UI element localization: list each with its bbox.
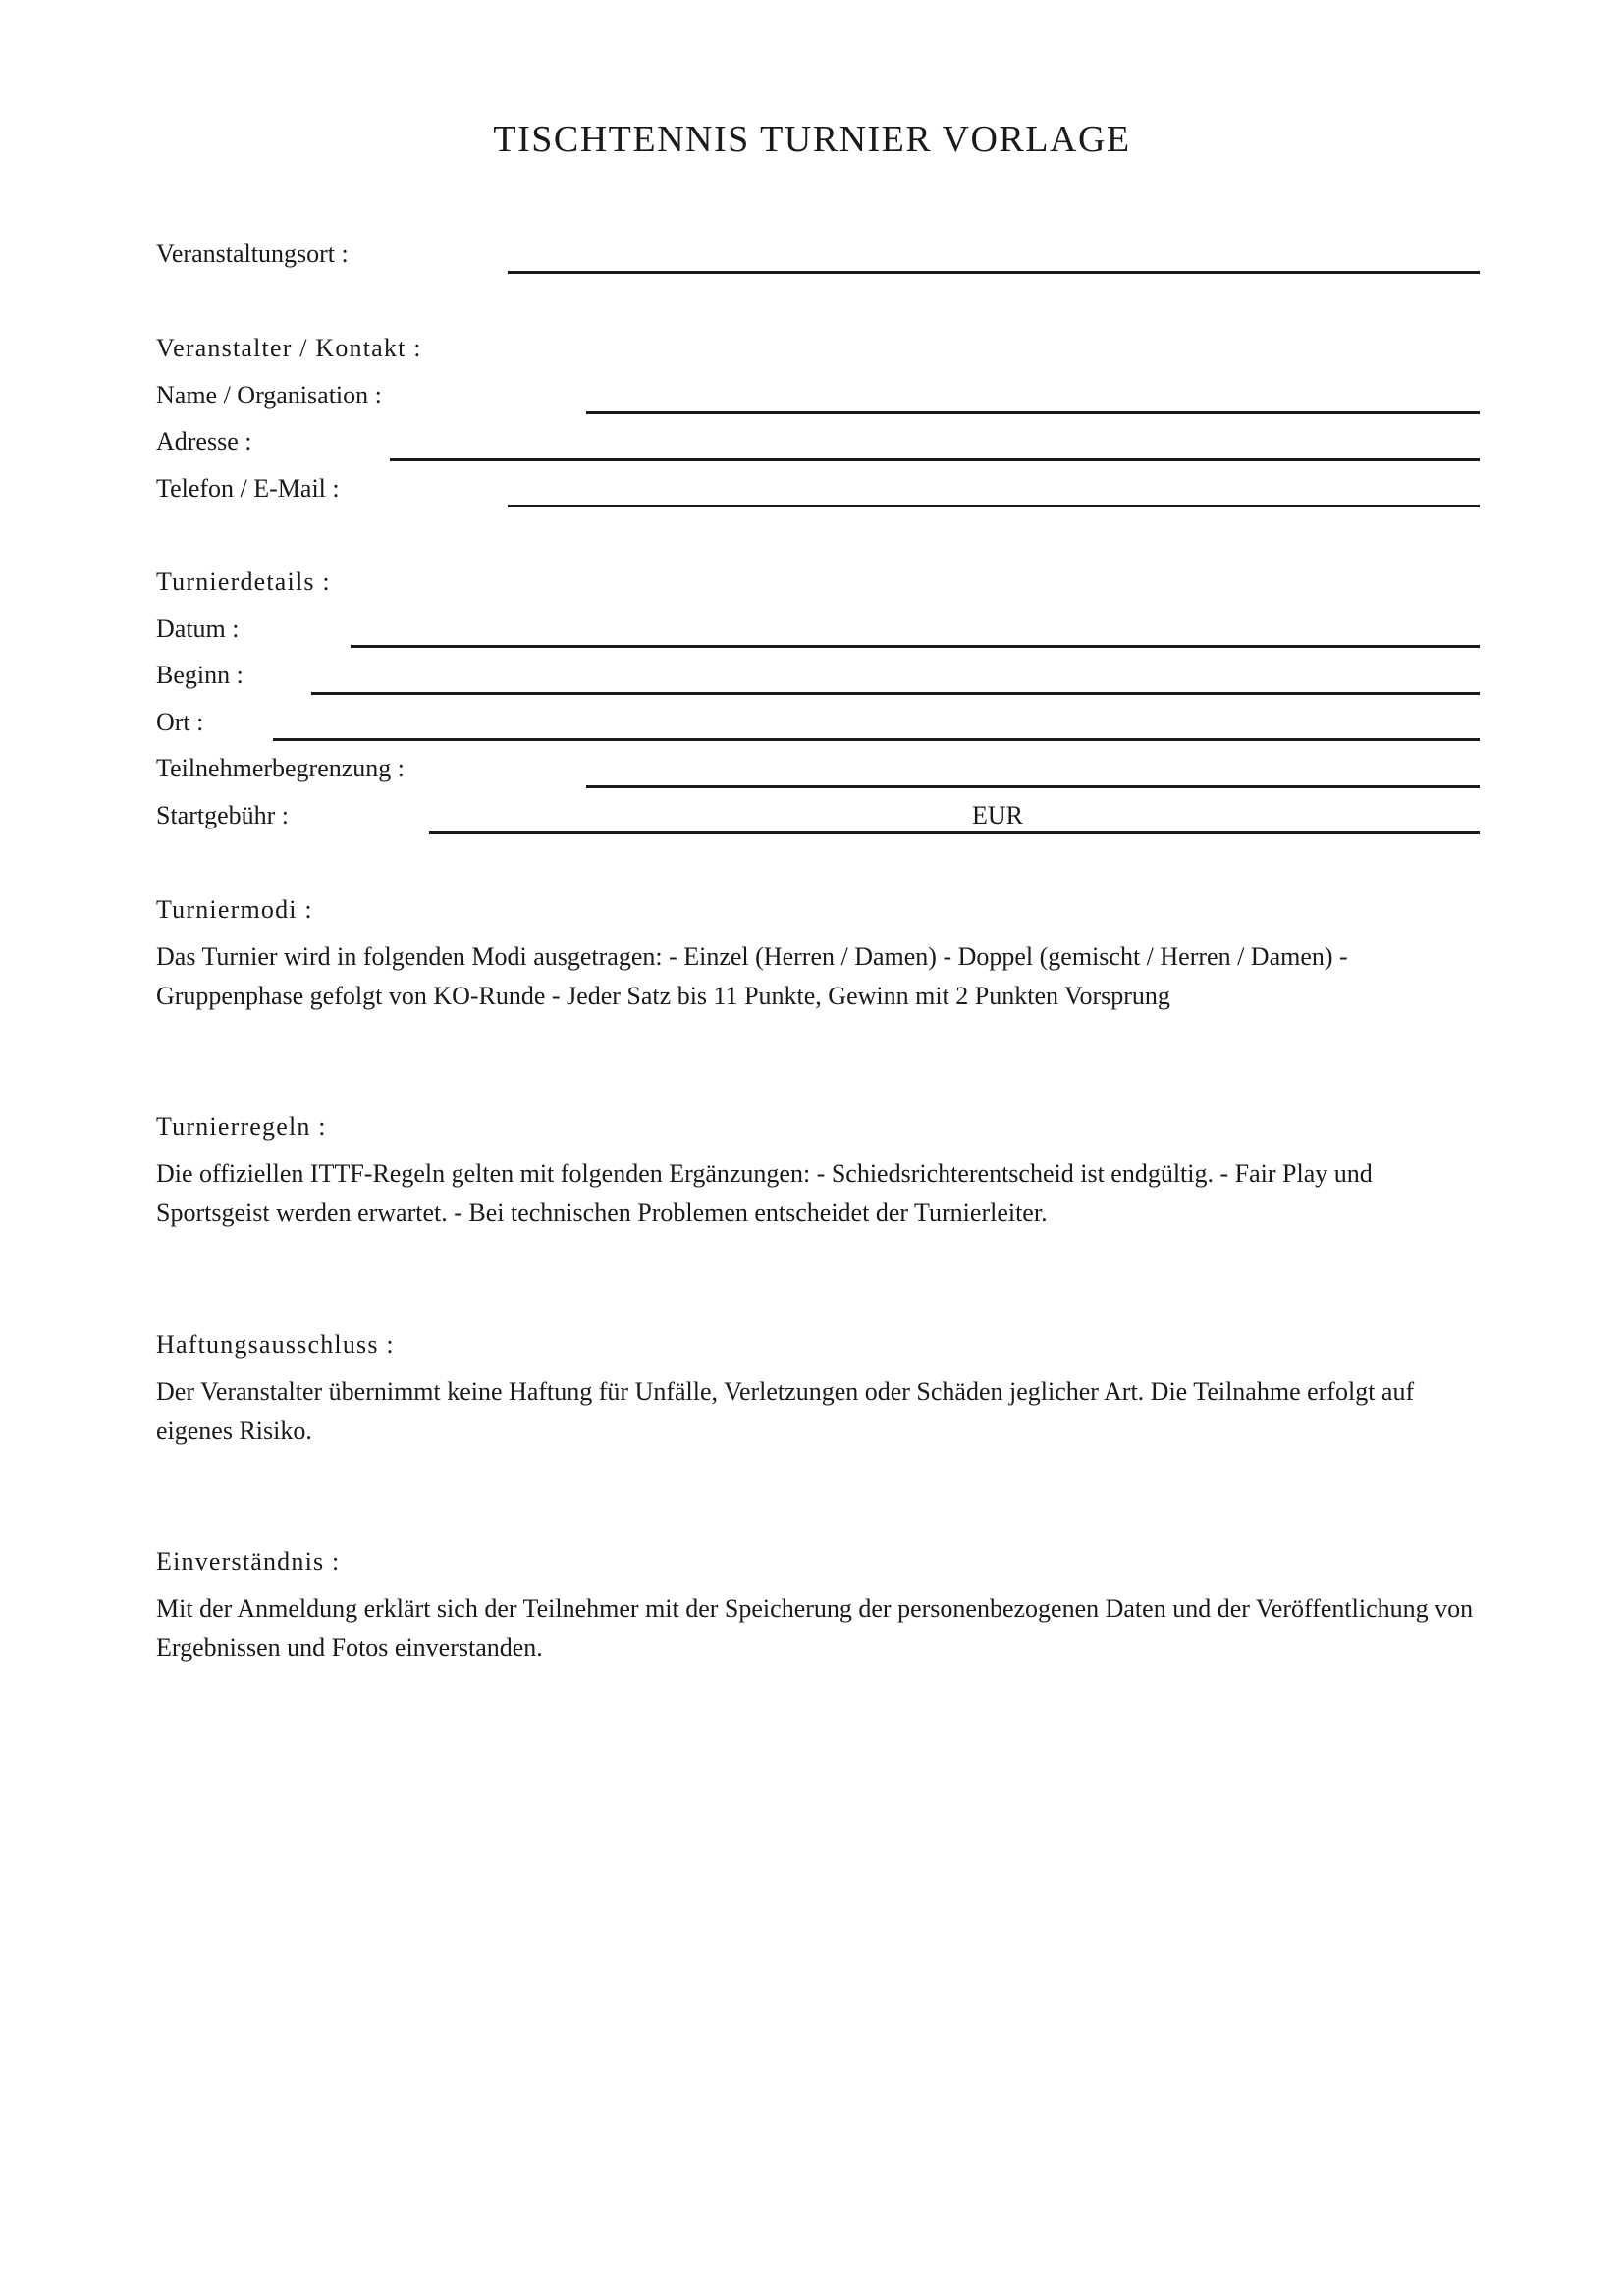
details-heading: Turnierdetails : [156,567,331,596]
name-input-line[interactable] [586,411,1480,414]
limit-label: Teilnehmerbegrenzung : [156,754,406,782]
rules-text: Die offiziellen ITTF-Regeln gelten mit folgenden Ergänzungen: - Schiedsrichterentscheid ist endgültig. - Fair Play und Sportsgeist werden erwartet. - Bei technischen Problemen entscheidet der Turnierleiter. [156,1159,1373,1227]
consent-heading: Einverständnis : [156,1547,341,1575]
place-label: Ort : [156,708,204,736]
limit-input-line[interactable] [586,785,1480,788]
page-title: TISCHTENNIS TURNIER VORLAGE [493,119,1131,160]
fee-label: Startgebühr : [156,801,290,829]
place-input-line[interactable] [273,738,1480,741]
organizer-heading: Veranstalter / Kontakt : [156,334,422,362]
address-input-line[interactable] [390,458,1480,461]
phone-email-input-line[interactable] [508,505,1480,507]
address-label: Adresse : [156,427,252,455]
name-label: Name / Organisation : [156,381,382,409]
rules-heading: Turnierregeln : [156,1112,327,1141]
fee-input-line[interactable] [429,831,1480,834]
fee-currency: EUR [972,801,1023,829]
start-input-line[interactable] [311,692,1480,695]
liability-text: Der Veranstalter übernimmt keine Haftung für Unfälle, Verletzungen oder Schäden jeglicher Art. Die Teilnahme erfolgt auf eigenes Risiko. [156,1377,1415,1445]
consent-text: Mit der Anmeldung erklärt sich der Teilnehmer mit der Speicherung der personenbezogenen Daten und der Veröffentlichung von Ergebnissen und Fotos einverstanden. [156,1594,1474,1662]
modes-heading: Turniermodi : [156,895,313,924]
liability-heading: Haftungsausschluss : [156,1330,395,1359]
phone-email-label: Telefon / E-Mail : [156,474,340,503]
date-input-line[interactable] [351,645,1480,648]
start-label: Beginn : [156,661,244,689]
venue-label: Veranstaltungsort : [156,240,349,268]
venue-input-line[interactable] [508,271,1480,274]
modes-text: Das Turnier wird in folgenden Modi ausgetragen: - Einzel (Herren / Damen) - Doppel (gemischt / Herren / Damen) - Gruppenphase gefolgt von KO-Runde - Jeder Satz bis 11 Punkte, Gewinn mit 2 Punkten Vorsprung [156,942,1348,1010]
date-label: Datum : [156,614,240,643]
